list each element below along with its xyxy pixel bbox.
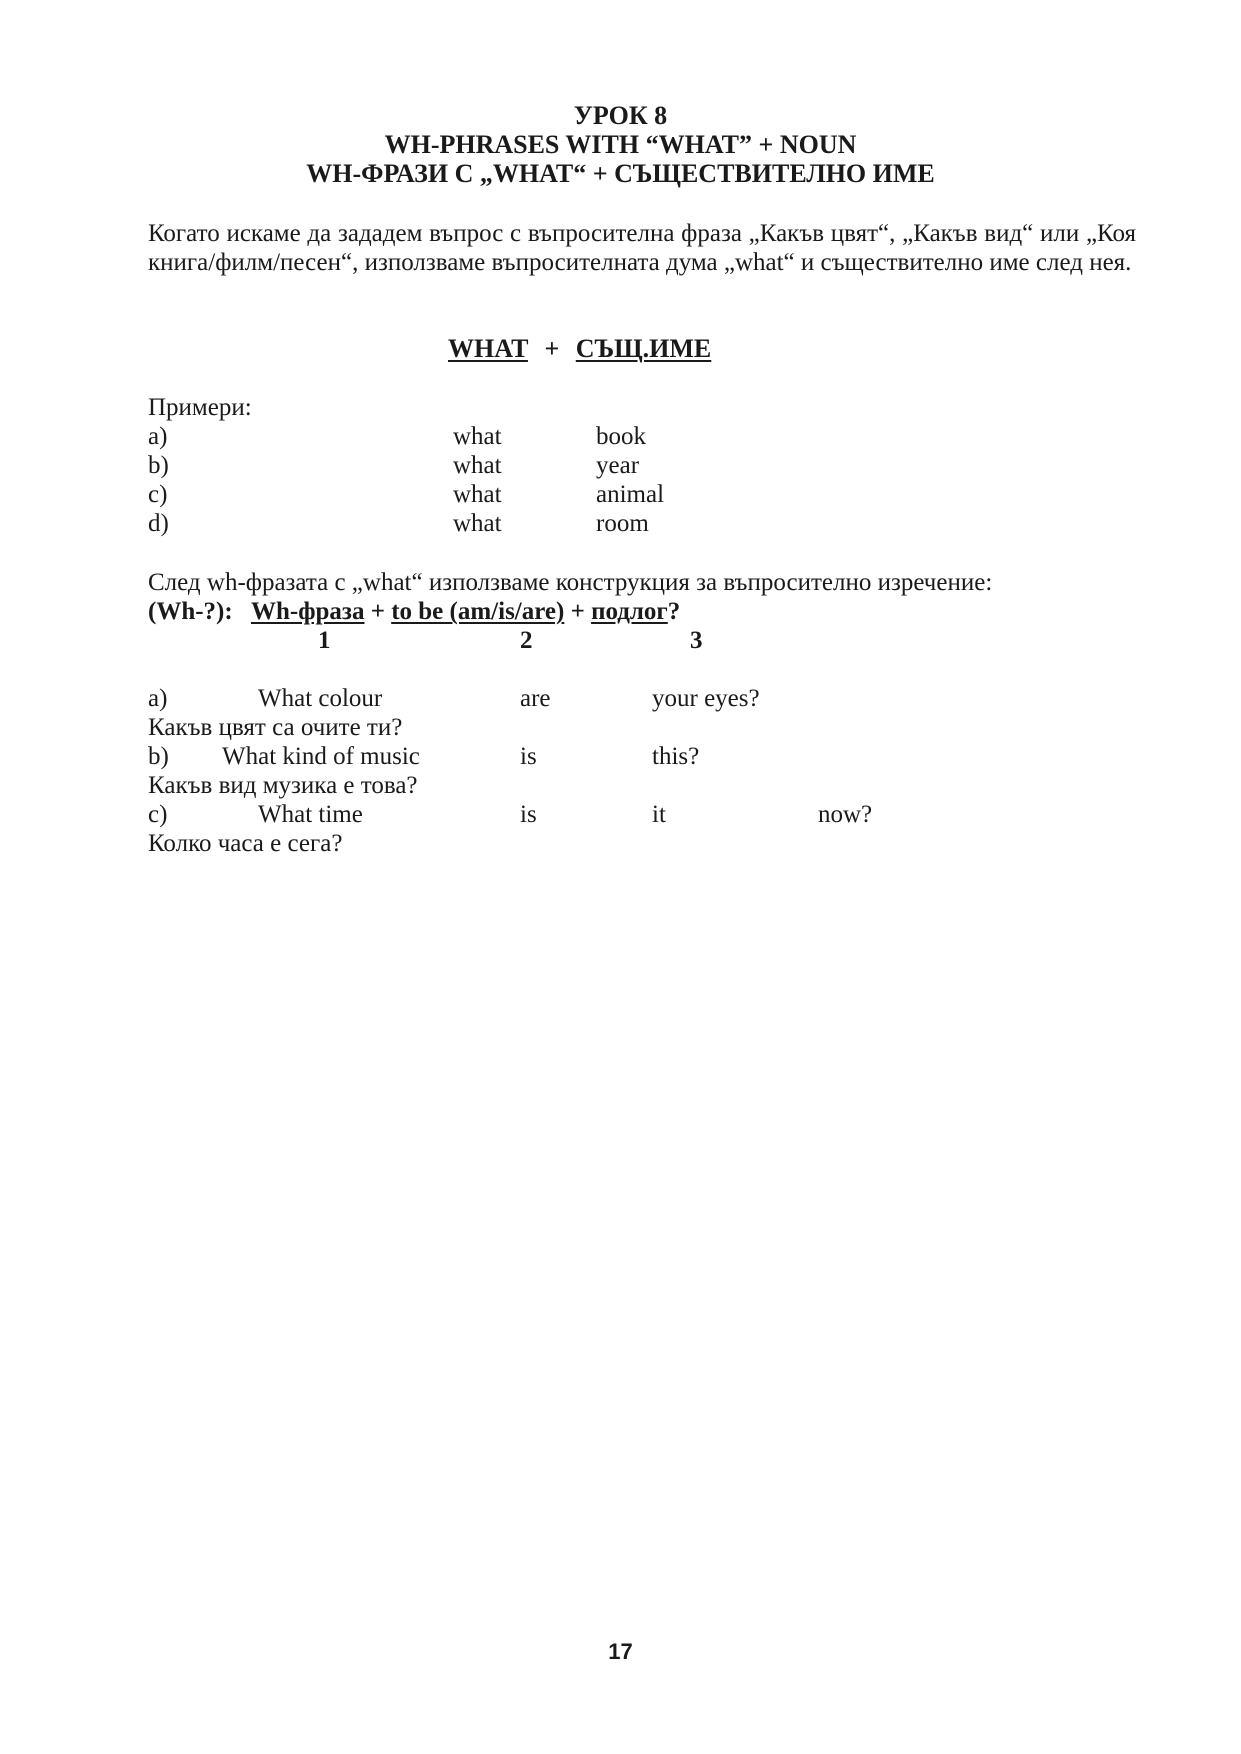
formula-noun: СЪЩ.ИМЕ bbox=[575, 334, 712, 363]
title-english: WH-PHRASES WITH “WHAT” + NOUN bbox=[384, 130, 857, 159]
title-bulgarian: WH-ФРАЗИ С „WHAT“ + СЪЩЕСТВИТЕЛНО ИМЕ bbox=[306, 159, 935, 188]
sentence-label: c) bbox=[148, 801, 168, 828]
example-word: what bbox=[453, 481, 502, 508]
page-number: 17 bbox=[608, 1639, 633, 1664]
formula bbox=[448, 334, 711, 364]
example-word: what bbox=[453, 452, 502, 479]
example-label: d) bbox=[148, 510, 169, 537]
example-noun: room bbox=[596, 510, 649, 537]
structure-number-1: 1 bbox=[318, 627, 331, 654]
formula-plus: + bbox=[544, 334, 560, 363]
intro-paragraph: Когато искаме да зададем въпрос с въпросителна фраза „Какъв цвят“, „Какъв вид“ или „Коя книга/филм/песен“, използваме въпросителната дума „what“ и съществително име след нея. bbox=[148, 220, 1136, 276]
sentence-verb: is bbox=[520, 801, 537, 828]
structure-part-1: Wh-фраза bbox=[250, 598, 365, 625]
structure-sentence: След wh-фразата с „what“ използваме конструкция за въпросително изречение: bbox=[148, 569, 993, 596]
sentence-subject: your eyes? bbox=[652, 685, 760, 712]
example-label: c) bbox=[148, 481, 168, 508]
sentence-translation: Какъв вид музика е това? bbox=[148, 772, 418, 799]
sentence-translation: Какъв цвят са очите ти? bbox=[148, 714, 403, 741]
lesson-number: УРОК 8 bbox=[573, 101, 668, 130]
structure-number-3: 3 bbox=[690, 627, 703, 654]
structure-question-mark: ? bbox=[667, 598, 681, 625]
sentence-verb: are bbox=[520, 685, 551, 712]
example-noun: year bbox=[596, 452, 640, 479]
sentence-label: b) bbox=[148, 743, 169, 770]
example-label: a) bbox=[148, 423, 168, 450]
sentence-label: a) bbox=[148, 685, 168, 712]
sentence-verb: is bbox=[520, 743, 537, 770]
sentence-subject: this? bbox=[652, 743, 700, 770]
example-word: what bbox=[453, 423, 502, 450]
structure-part-2: to be (am/is/are) bbox=[391, 598, 565, 625]
example-label: b) bbox=[148, 452, 169, 479]
formula-what: WHAT bbox=[448, 334, 528, 363]
structure-number-2: 2 bbox=[520, 627, 533, 654]
example-noun: animal bbox=[596, 481, 665, 508]
sentence-subject: it bbox=[652, 801, 666, 828]
sentence-extra: now? bbox=[818, 801, 873, 828]
example-noun: book bbox=[596, 423, 646, 450]
examples-heading: Примери: bbox=[148, 394, 252, 421]
sentence-translation: Колко часа е сега? bbox=[148, 830, 343, 857]
sentence-phrase: What kind of music bbox=[222, 743, 420, 770]
structure-plus: + bbox=[570, 598, 585, 625]
sentence-phrase: What colour bbox=[258, 685, 383, 712]
structure-part-3: подлог bbox=[591, 598, 668, 625]
structure-prefix: (Wh-?): bbox=[148, 598, 233, 625]
sentence-phrase: What time bbox=[258, 801, 363, 828]
structure-formula bbox=[148, 597, 680, 626]
example-word: what bbox=[453, 510, 502, 537]
structure-plus: + bbox=[370, 598, 385, 625]
